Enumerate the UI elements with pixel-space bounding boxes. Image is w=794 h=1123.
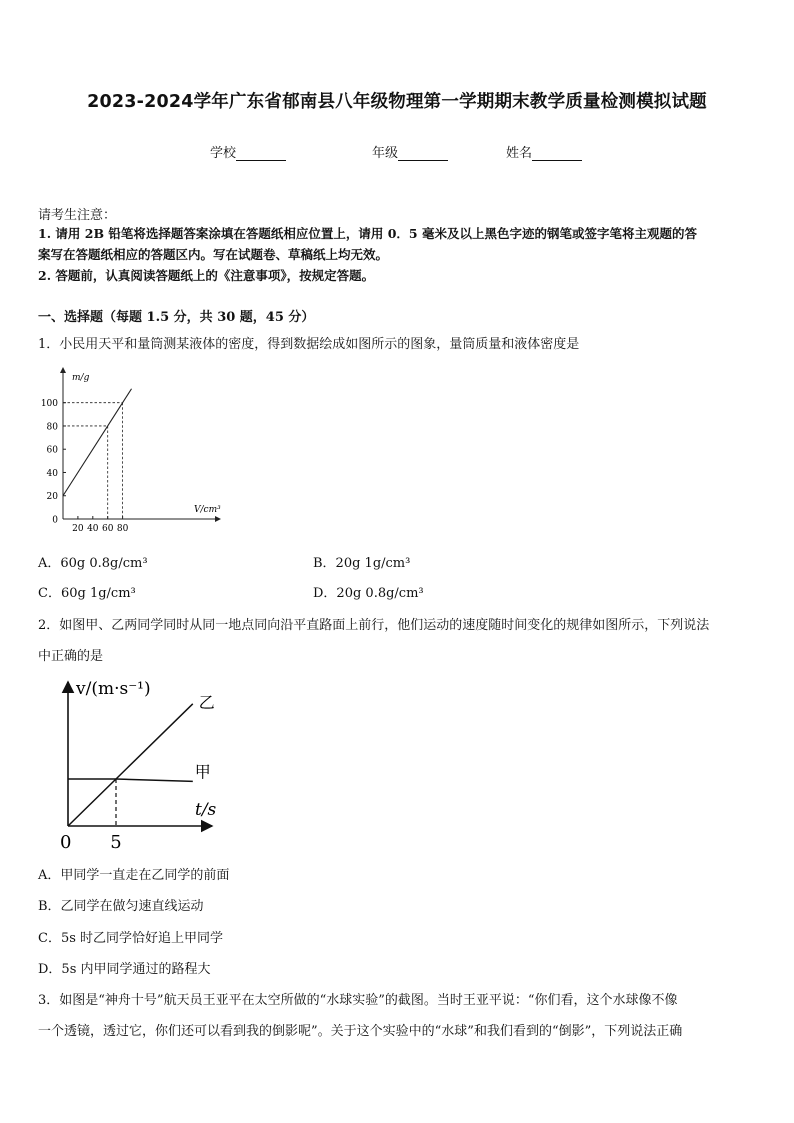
q1-x-tick-label: 60 [101, 524, 114, 534]
q1-x-axis-label: V/cm³ [194, 505, 221, 515]
q1-option-b[interactable]: B．20g 1g/cm³ [313, 556, 411, 571]
grade-blank[interactable] [398, 148, 448, 161]
q2-x-axis-label: t/s [195, 800, 217, 820]
name-field[interactable] [506, 142, 582, 161]
name-blank[interactable] [532, 148, 582, 161]
grade-label: 年级 [372, 146, 399, 161]
notice-heading: 请考生注意： [38, 208, 117, 223]
q2-option-d[interactable]: D．5s 内甲同学通过的路程大 [38, 962, 211, 977]
school-field[interactable] [210, 142, 286, 161]
q1-y-tick-label: 60 [46, 445, 58, 456]
q2-option-c[interactable]: C．5s 时乙同学恰好追上甲同学 [38, 931, 224, 946]
q2-stem-line1: 2．如图甲、乙两同学同时从同一地点同向沿平直路面上前行，他们运动的速度随时间变化的规律如图所示，下列说法 [38, 618, 710, 633]
q2-series-yi-label: 乙 [198, 692, 215, 712]
q2-option-b[interactable]: B．乙同学在做匀速直线运动 [38, 899, 204, 914]
q1-stem: 1．小民用天平和量筒测某液体的密度，得到数据绘成如图所示的图象，量筒质量和液体密度是 [38, 337, 580, 352]
q1-y-axis-label: m/g [72, 373, 90, 383]
q1-mass-volume-graph [40, 362, 230, 544]
q2-origin-label: 0 [60, 832, 72, 853]
q1-y-tick-label: 100 [40, 399, 58, 410]
notice-line2: 2. 答题前，认真阅读答题纸上的《注意事项》，按规定答题。 [38, 268, 375, 283]
q3-stem-line1: 3．如图是“神舟十号”航天员王亚平在太空所做的“水球实验”的截图。当时王亚平说：“你们看，这个水球像不像 [38, 993, 678, 1008]
page-title: 2023-2024学年广东省郁南县八年级物理第一学期期末教学质量检测模拟试题 [87, 92, 707, 112]
q2-stem-line2: 中正确的是 [38, 649, 104, 664]
q2-x-tick-label: 5 [110, 832, 122, 853]
school-blank[interactable] [236, 148, 286, 161]
q2-series-jia-line [68, 779, 193, 781]
grade-field[interactable] [372, 142, 448, 161]
notice-line1a: 1. 请用 2B 铅笔将选择题答案涂填在答题纸相应位置上，请用 0．5 毫米及以上黑色字迹的钢笔或签字笔将主观题的答 [38, 226, 697, 241]
q1-y-tick-label: 20 [46, 492, 58, 503]
q1-x-tick-label: 80 [116, 524, 129, 534]
q1-y-tick-label: 0 [52, 515, 58, 526]
section1-heading: 一、选择题（每题 1.5 分，共 30 题，45 分） [38, 310, 315, 325]
q2-option-a[interactable]: A．甲同学一直走在乙同学的前面 [38, 868, 230, 883]
school-label: 学校 [210, 146, 237, 161]
q2-series-jia-label: 甲 [194, 762, 211, 782]
q1-option-c[interactable]: C．60g 1g/cm³ [38, 586, 136, 601]
q1-x-tick-label: 20 [72, 524, 84, 534]
q1-x-tick-label: 40 [87, 524, 99, 534]
q2-y-axis-label: v/(m·s⁻¹) [76, 679, 151, 699]
q1-option-a[interactable]: A．60g 0.8g/cm³ [38, 556, 148, 571]
q1-y-tick-label: 40 [46, 468, 58, 479]
q2-velocity-time-graph [52, 670, 224, 856]
notice-line1b: 案写在答题纸相应的答题区内。写在试题卷、草稿纸上均无效。 [38, 247, 389, 262]
q1-y-tick-label: 80 [46, 422, 58, 433]
q3-stem-line2: 一个透镜，透过它，你们还可以看到我的倒影呢”。关于这个实验中的“水球”和我们看到的“倒影”，下列说法正确 [38, 1024, 683, 1039]
name-label: 姓名 [506, 146, 533, 161]
q2-series-yi-line [68, 704, 193, 826]
q1-series-line [63, 389, 132, 496]
q1-option-d[interactable]: D．20g 0.8g/cm³ [313, 586, 424, 601]
